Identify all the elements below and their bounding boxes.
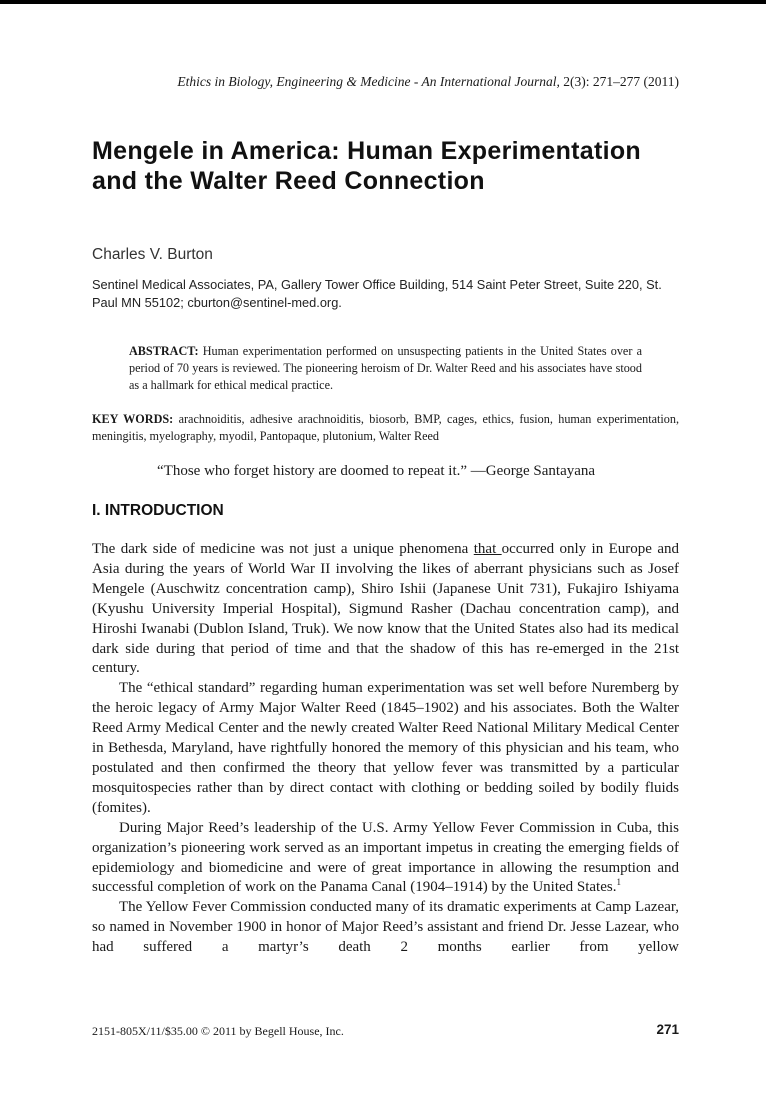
- journal-name: Ethics in Biology, Engineering & Medicine - An International Journal,: [177, 74, 560, 89]
- keywords-text: arachnoiditis, adhesive arachnoiditis, biosorb, BMP, cages, ethics, fusion, human experimentation, meningitis, myelography, myodil, Pantopaque, plutonium, Walter Reed: [92, 412, 679, 443]
- body-text: [92, 540, 679, 958]
- keywords-label: KEY WORDS:: [92, 412, 174, 426]
- section-heading-introduction: I. INTRODUCTION: [92, 502, 224, 519]
- footnote-reference[interactable]: 1: [616, 877, 621, 888]
- window-top-bar: [0, 0, 766, 4]
- underlined-text: that: [473, 541, 502, 557]
- paragraph: The Yellow Fever Commission conducted many of its dramatic experiments at Camp Lazear, so named in November 1900 in honor of Major Reed’s assistant and friend Dr. Jesse Lazear, who had suffered a martyr’s death 2 months earlier from yellow: [92, 899, 679, 956]
- abstract: [129, 343, 642, 394]
- author-name: Charles V. Burton: [92, 246, 213, 263]
- page-number: 271: [656, 1022, 679, 1037]
- paragraph-text: During Major Reed’s leadership of the U.S. Army Yellow Fever Commission in Cuba, this organization’s pioneering work served as an important impetus in creating the emerging fields of epidemiology and biomedicine and were of great importance in allowing the resumption and successful completion of work on the Panama Canal (1904–1914) by the United States.: [92, 819, 679, 896]
- author-affiliation: Sentinel Medical Associates, PA, Gallery Tower Office Building, 514 Saint Peter Street, Suite 220, St. Paul MN 55102; cburton@sentinel-med.org.: [92, 277, 662, 310]
- journal-citation: 2(3): 271–277 (2011): [559, 74, 679, 89]
- epigraph-quote: “Those who forget history are doomed to repeat it.” —George Santayana: [157, 463, 596, 479]
- paragraph: [92, 540, 679, 679]
- paragraph: The “ethical standard” regarding human experimentation was set well before Nuremberg by the heroic legacy of Army Major Walter Reed (1845–1902) and his associates. Both the Walter Reed Army Medical Center and the newly created Walter Reed National Military Medical Center in Bethesda, Maryland, have rightfully honored the memory of this physician and his team, who postulated and then confirmed the theory that yellow fever was transmitted by a particular mosquitospecies rather than by direct contact with clothing or bedding soiled by bodily fluids (fomites).: [92, 680, 679, 816]
- keywords: [92, 411, 679, 445]
- abstract-label: ABSTRACT:: [129, 344, 199, 358]
- paragraph-text: The dark side of medicine was not just a unique phenomena: [92, 541, 474, 557]
- article-title: Mengele in America: Human Experimentation and the Walter Reed Connection: [92, 137, 641, 195]
- abstract-text: Human experimentation performed on unsuspecting patients in the United States over a period of 70 years is reviewed. The pioneering heroism of Dr. Walter Reed and his associates have stood as a hallmark for ethical medical practice.: [129, 344, 642, 392]
- paragraph-text: occurred only in Europe and Asia during the years of World War II involving the likes of aberrant physicians such as Josef Mengele (Auschwitz concentration camp), Shiro Ishii (Japanese Unit 731), Fukajiro Ishiyama (Kyushu University Imperial Hospital), Sigmund Rasher (Dachau concentration camp), and Hiroshi Iwanabi (Dublon Island, Truk). We now know that the United States also had its medical dark side during that period of time and that the shadow of this has re-emerged in the 21st century.: [92, 541, 679, 677]
- footer-copyright: 2151-805X/11/$35.00 © 2011 by Begell House, Inc.: [92, 1024, 344, 1038]
- paragraph: [92, 819, 679, 899]
- running-head: [177, 74, 679, 90]
